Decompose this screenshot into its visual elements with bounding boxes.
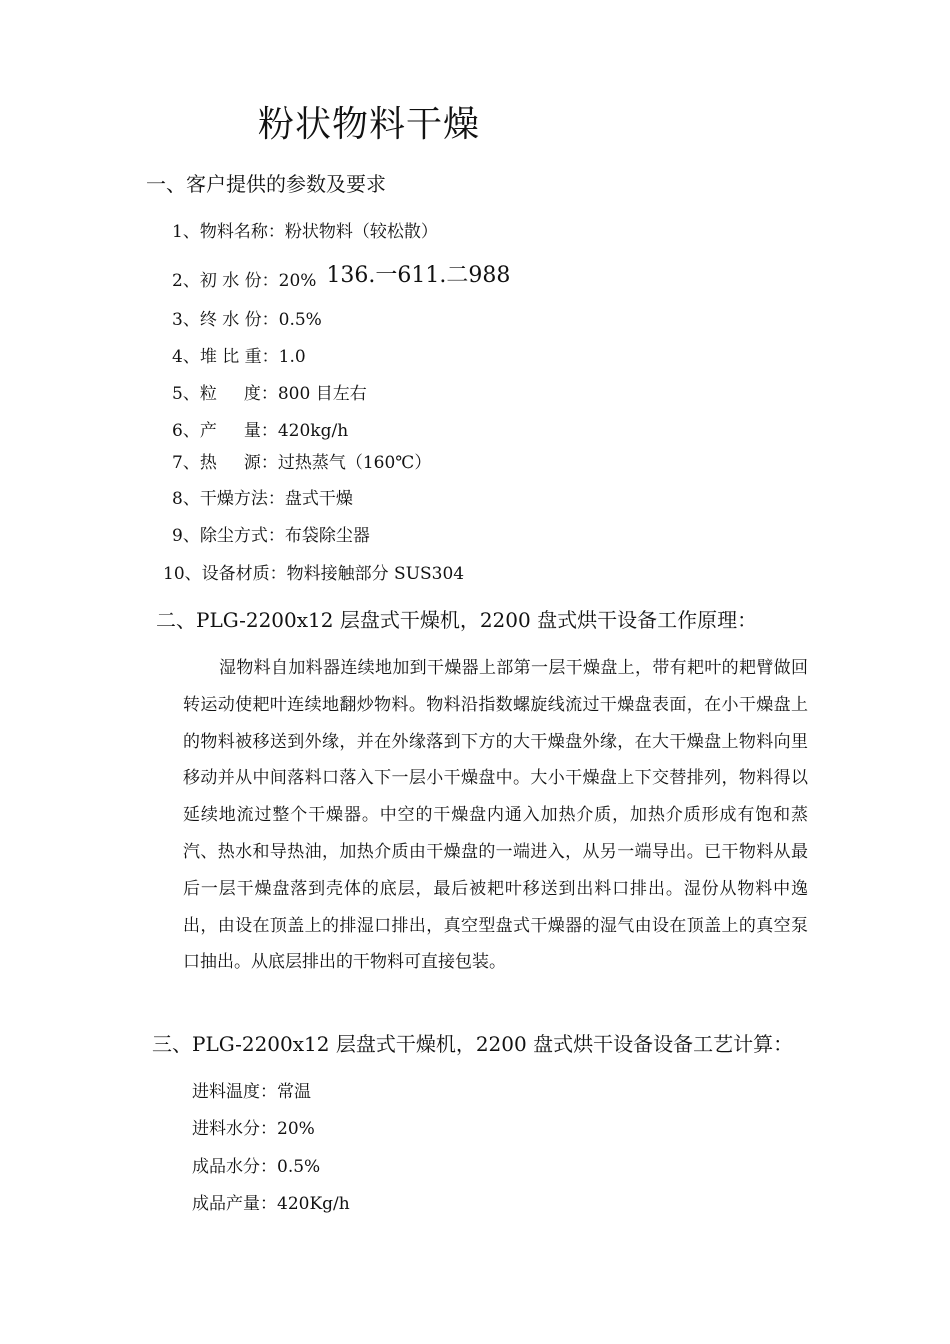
param-value: 1.0 [278,347,306,367]
param-value: 物料接触部分 SUS304 [286,564,465,584]
param-label: 终 水 份： [199,310,279,330]
calc-value: 常温 [277,1082,311,1102]
param-number: 5、 [172,384,200,404]
calc-label: 进料水分： [192,1119,277,1139]
param-number: 8、 [172,489,200,509]
param-label: 干燥方法： [199,489,285,509]
param-value: 粉状物料（较松散） [284,222,438,242]
calc-label: 成品水分： [192,1157,277,1177]
param-item [172,484,353,509]
calc-item [192,1114,315,1139]
calc-value: 420Kg/h [277,1194,350,1214]
section-3-heading: 三、PLG-2200x12 层盘式干燥机，2200 盘式烘干设备设备工艺计算： [152,1032,794,1056]
param-number: 9、 [172,526,200,546]
param-item [172,342,306,367]
param-item [172,305,322,330]
param-item [172,521,370,546]
param-label: 堆 比 重： [199,347,279,367]
calc-value: 20% [277,1119,315,1139]
param-label: 粒 度： [199,384,278,404]
calc-item [192,1152,320,1177]
document-title: 粉状物料干燥 [258,104,481,145]
section-2-heading: 二、PLG-2200x12 层盘式干燥机，2200 盘式烘干设备工作原理： [156,608,758,632]
param-number: 1、 [172,222,200,242]
param-item [172,262,510,293]
param-label: 设备材质： [201,564,287,584]
param-label: 初 水 份： [199,271,279,291]
phone-number-text: 136.一611.二988 [326,263,511,288]
calc-label: 成品产量： [192,1194,277,1214]
param-value: 420kg/h [277,421,349,441]
param-number: 10、 [163,564,202,584]
param-value: 盘式干燥 [284,489,353,509]
param-label: 除尘方式： [199,526,285,546]
param-value: 800 目左右 [277,384,367,404]
param-value: 过热蒸气（160℃） [277,453,432,473]
working-principle-paragraph: 湿物料自加料器连续地加到干燥器上部第一层干燥盘上，带有耙叶的耙臂做回转运动使耙叶连续地翻炒物料。物料沿指数螺旋线流过干燥盘表面，在小干燥盘上的物料被移送到外缘，并在外缘落到下方的大干燥盘外缘，在大干燥盘上物料向里移动并从中间落料口落入下一层小干燥盘中。大小干燥盘上下交替排列，物料得以延续地流过整个干燥器。中空的干燥盘内通入加热介质，加热介质形成有饱和蒸汽、热水和导热油，加热介质由干燥盘的一端进入，从另一端导出。已干物料从最后一层干燥盘落到壳体的底层，最后被耙叶移送到出料口排出。湿份从物料中逸出，由设在顶盖上的排湿口排出，真空型盘式干燥器的湿气由设在顶盖上的真空泵口抽出。从底层排出的干物料可直接包装。 [183,658,808,973]
param-number: 6、 [172,421,200,441]
param-number: 2、 [172,271,200,291]
param-item [172,416,348,441]
param-number: 3、 [172,310,200,330]
param-value: 布袋除尘器 [284,526,370,546]
param-value: 20% [278,271,317,291]
calc-item [192,1189,350,1214]
calc-label: 进料温度： [192,1082,277,1102]
param-item [172,379,367,404]
param-number: 7、 [172,453,200,473]
param-item [172,217,438,242]
param-label: 物料名称： [199,222,285,242]
param-label: 热 源： [199,453,278,473]
param-item [172,448,431,473]
calc-item [192,1077,311,1102]
calc-value: 0.5% [277,1157,321,1177]
param-value: 0.5% [278,310,322,330]
param-item [163,559,464,584]
param-number: 4、 [172,347,200,367]
param-label: 产 量： [199,421,278,441]
section-1-heading: 一、客户提供的参数及要求 [146,172,386,196]
